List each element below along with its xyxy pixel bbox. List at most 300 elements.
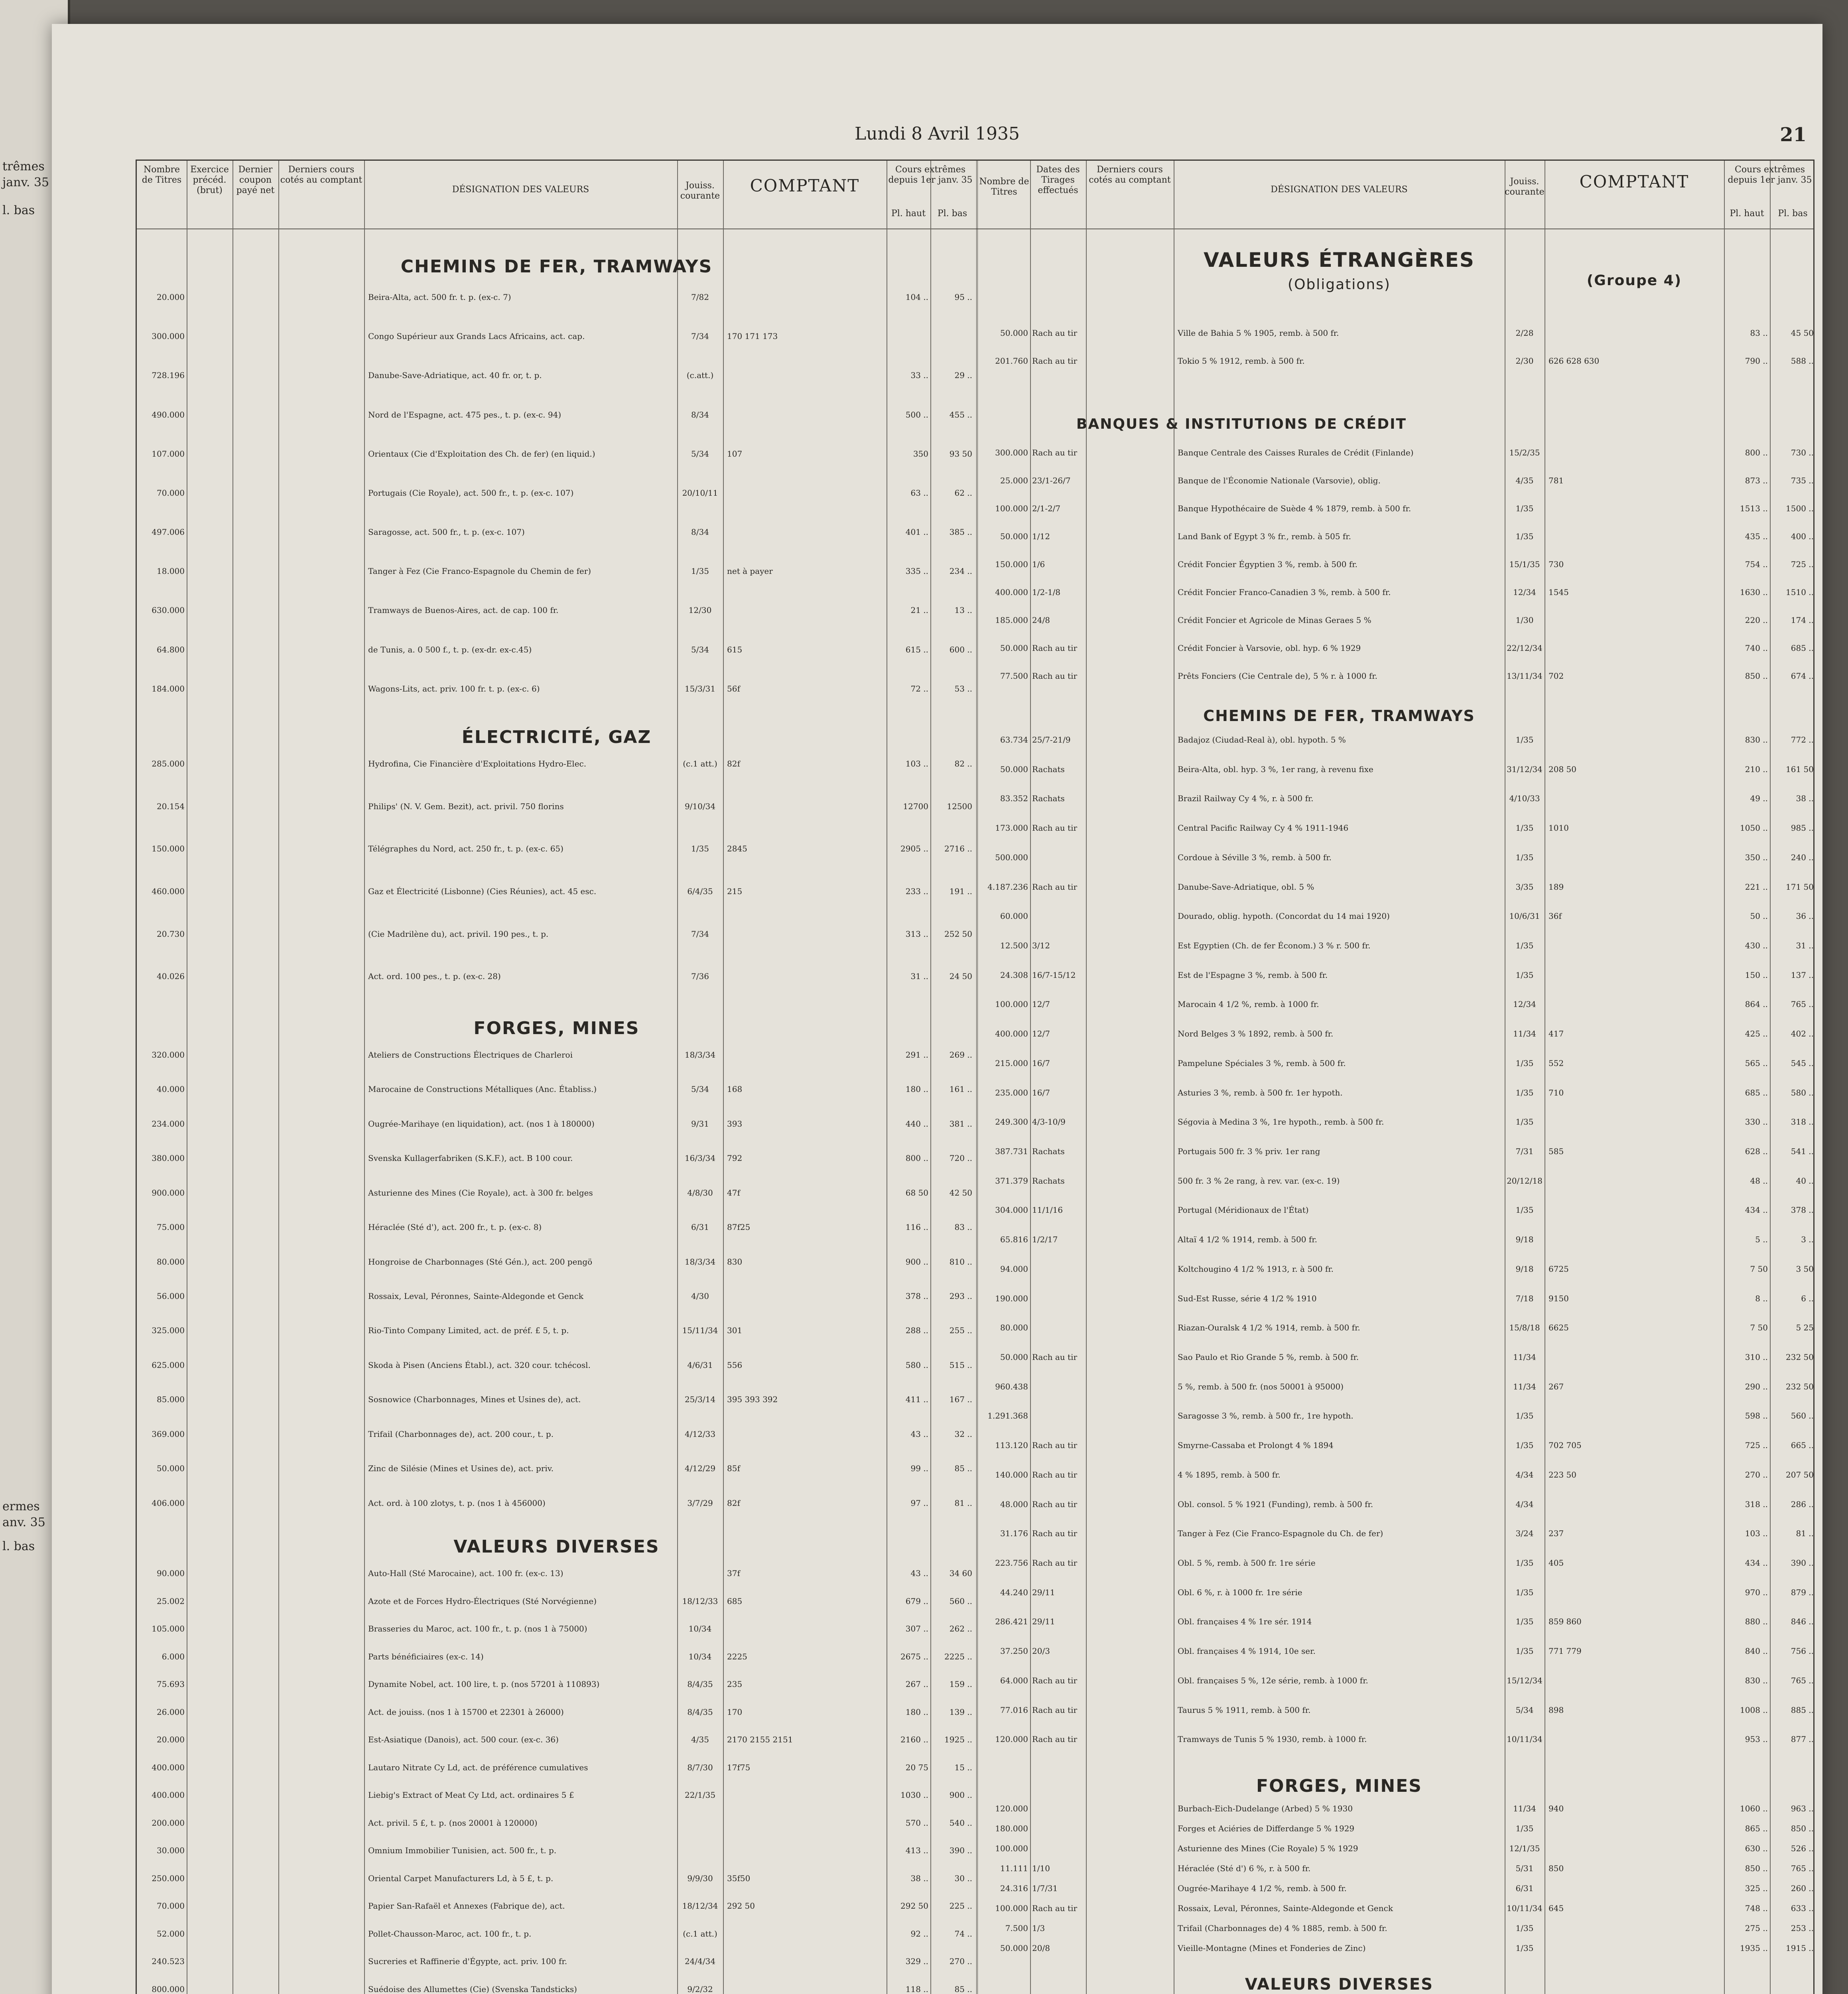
dates-tirages: 3/12 — [1032, 941, 1050, 950]
plus-haut: 48 .. — [1750, 1176, 1768, 1186]
jouissance: 15/12/34 — [1507, 1675, 1543, 1685]
designation: Trifail (Charbonnages de), act. 200 cour., t. p. — [368, 1429, 554, 1439]
plus-bas: 1510 .. — [1786, 587, 1814, 597]
plus-bas: 455 .. — [949, 410, 972, 420]
jouissance: 7/82 — [691, 292, 709, 302]
designation: Liebig's Extract of Meat Cy Ltd, act. ordinaires 5 £ — [368, 1790, 574, 1800]
plus-haut: 118 .. — [905, 1984, 928, 1994]
nombre-titres: 371.379 — [995, 1176, 1028, 1186]
nombre-titres: 300.000 — [152, 331, 185, 341]
nombre-titres: 7.500 — [1005, 1923, 1028, 1933]
jouissance: 11/34 — [1513, 1381, 1536, 1391]
plus-haut: 329 .. — [905, 1957, 928, 1966]
dates-tirages: 12/7 — [1032, 1029, 1050, 1039]
table-row — [137, 331, 976, 342]
dates-tirages: 1/3 — [1032, 1923, 1045, 1933]
col-derniers-cours-right: Derniers cours cotés au comptant — [1089, 165, 1171, 185]
jouissance: 1/35 — [1515, 1558, 1534, 1568]
plus-bas: 83 .. — [954, 1222, 972, 1232]
dates-tirages: Rach au tir — [1032, 1903, 1078, 1913]
plus-bas: 34 60 — [949, 1568, 972, 1578]
plus-bas: 161 .. — [949, 1084, 972, 1094]
designation: Portugais 500 fr. 3 % priv. 1er rang — [1178, 1147, 1320, 1156]
section-valeurs-diverses: VALEURS DIVERSES — [453, 1537, 660, 1557]
plus-haut: 33 .. — [910, 370, 928, 380]
plus-bas: 879 .. — [1791, 1587, 1814, 1597]
nombre-titres: 75.000 — [157, 1222, 185, 1232]
jouissance: 1/35 — [1515, 532, 1534, 541]
comptant-value: 35f50 — [727, 1873, 751, 1883]
nombre-titres: 94.000 — [1000, 1264, 1028, 1274]
plus-bas: 139 .. — [949, 1707, 972, 1717]
nombre-titres: 400.000 — [995, 1029, 1028, 1039]
jouissance: 8/34 — [691, 410, 709, 420]
jouissance: 11/34 — [1513, 1029, 1536, 1039]
table-row — [137, 1929, 976, 1939]
plus-bas: 32 .. — [954, 1429, 972, 1439]
plus-haut: 430 .. — [1745, 941, 1768, 950]
comptant-value: 208 50 — [1549, 764, 1576, 774]
designation: Obl. 6 %, r. à 1000 fr. 1re série — [1178, 1587, 1302, 1597]
comptant-value: 417 — [1549, 1029, 1564, 1039]
table-row — [137, 645, 976, 655]
jouissance: 4/35 — [1515, 476, 1534, 485]
jouissance: 4/12/33 — [684, 1429, 716, 1439]
col-comptant-right: COMPTANT — [1579, 172, 1689, 191]
table-row — [978, 1844, 1816, 1854]
plus-haut: 900 .. — [905, 1257, 928, 1267]
designation: Ville de Bahia 5 % 1905, remb. à 500 fr. — [1178, 328, 1339, 338]
table-row — [978, 764, 1816, 775]
jouissance: 5/31 — [1515, 1864, 1534, 1873]
designation: Danube-Save-Adriatique, obl. 5 % — [1178, 882, 1314, 892]
table-row — [978, 1323, 1816, 1333]
table-row — [978, 1294, 1816, 1304]
jouissance: 4/10/33 — [1509, 794, 1540, 804]
nombre-titres: 26.000 — [157, 1707, 185, 1717]
designation: Crédit Foncier Égyptien 3 %, remb. à 500 fr. — [1178, 560, 1357, 569]
plus-bas: 6 .. — [1801, 1293, 1814, 1303]
plus-bas: 232 50 — [1786, 1352, 1814, 1362]
comptant-value: 626 628 630 — [1549, 356, 1600, 366]
plus-bas: 810 .. — [949, 1257, 972, 1267]
plus-haut: 1935 .. — [1740, 1943, 1768, 1953]
table-row — [978, 1804, 1816, 1814]
comptant-value: 615 — [727, 644, 743, 654]
table-row — [978, 448, 1816, 458]
designation: Sucreries et Raffinerie d'Égypte, act. priv. 100 fr. — [368, 1957, 567, 1966]
comptant-value: 645 — [1549, 1903, 1564, 1913]
nombre-titres: 960.438 — [995, 1381, 1028, 1391]
plus-bas: 293 .. — [949, 1291, 972, 1301]
designation: Zinc de Silésie (Mines et Usines de), act. priv. — [368, 1464, 554, 1474]
col-dates-tirages: Dates des Tirages effectués — [1036, 165, 1080, 195]
designation: Riazan-Ouralsk 4 1/2 % 1914, remb. à 500 fr. — [1178, 1323, 1360, 1333]
nombre-titres: 64.800 — [157, 644, 185, 654]
table-row — [137, 1901, 976, 1911]
nombre-titres: 24.316 — [1000, 1884, 1028, 1893]
table-row — [137, 527, 976, 538]
col-nombre: Nombre de Titres — [142, 165, 182, 185]
comptant-value: 730 — [1549, 560, 1564, 569]
dates-tirages: 29/11 — [1032, 1617, 1055, 1627]
dates-tirages: 4/3-10/9 — [1032, 1117, 1066, 1127]
plus-haut: 72 .. — [910, 684, 928, 694]
table-row — [978, 1470, 1816, 1480]
plus-haut: 267 .. — [905, 1679, 928, 1689]
comptant-value: 1545 — [1549, 587, 1569, 597]
comptant-value: 552 — [1549, 1058, 1564, 1068]
designation: Hydrofina, Cie Financière d'Exploitations Hydro-Elec. — [368, 759, 587, 768]
designation: Marocaine de Constructions Métalliques (Anc. Établiss.) — [368, 1084, 597, 1094]
plus-haut: 754 .. — [1745, 560, 1768, 569]
table-row — [137, 1818, 976, 1828]
plus-bas: 850 .. — [1791, 1824, 1814, 1833]
table-row — [137, 1874, 976, 1884]
table-row — [978, 1824, 1816, 1834]
designation: Beira-Alta, obl. hyp. 3 %, 1er rang, à revenu fixe — [1178, 764, 1373, 774]
nombre-titres: 24.308 — [1000, 970, 1028, 980]
comptant-value: net à payer — [727, 566, 773, 576]
column-rule — [723, 161, 724, 1994]
jouissance: 6/4/35 — [687, 887, 713, 896]
table-row — [137, 1652, 976, 1662]
nombre-titres: 20.730 — [157, 929, 185, 939]
nombre-titres: 113.120 — [995, 1440, 1028, 1450]
designation: Gaz et Électricité (Lisbonne) (Cies Réunies), act. 45 esc. — [368, 887, 597, 896]
dates-tirages: Rach au tir — [1032, 1558, 1078, 1568]
designation: Crédit Foncier Franco-Canadien 3 %, remb. à 500 fr. — [1178, 587, 1391, 597]
plus-haut: 307 .. — [905, 1624, 928, 1634]
nombre-titres: 50.000 — [1000, 532, 1028, 541]
plus-haut: 83 .. — [1750, 328, 1768, 338]
plus-haut: 104 .. — [905, 292, 928, 302]
comptant-value: 292 50 — [727, 1901, 755, 1911]
table-row — [978, 1943, 1816, 1954]
nombre-titres: 20.000 — [157, 1735, 185, 1745]
dates-tirages: 16/7 — [1032, 1088, 1050, 1097]
jouissance: 7/31 — [1515, 1147, 1534, 1156]
jouissance: 4/12/29 — [684, 1464, 716, 1474]
column-rule — [278, 161, 279, 1994]
jouissance: 1/35 — [1515, 735, 1534, 745]
plus-bas: 40 .. — [1796, 1176, 1814, 1186]
plus-haut: 180 .. — [905, 1084, 928, 1094]
nombre-titres: 77.016 — [1000, 1705, 1028, 1715]
nombre-titres: 37.250 — [1000, 1646, 1028, 1656]
jouissance: 1/35 — [1515, 1088, 1534, 1097]
nombre-titres: 190.000 — [995, 1293, 1028, 1303]
table-row — [137, 1291, 976, 1302]
designation: Obl. françaises 4 % 1re sér. 1914 — [1178, 1617, 1312, 1627]
nombre-titres: 50.000 — [157, 1464, 185, 1474]
designation: Marocain 4 1/2 %, remb. à 1000 fr. — [1178, 999, 1319, 1009]
plus-haut: 440 .. — [905, 1119, 928, 1129]
plus-haut: 685 .. — [1745, 1088, 1768, 1097]
nombre-titres: 120.000 — [995, 1804, 1028, 1813]
plus-haut: 434 .. — [1745, 1558, 1768, 1568]
table-row — [137, 929, 976, 940]
plus-bas: 600 .. — [949, 644, 972, 654]
jouissance: 3/7/29 — [687, 1498, 713, 1508]
designation: Rio-Tinto Company Limited, act. de préf. £ 5, t. p. — [368, 1326, 569, 1336]
comptant-value: 702 — [1549, 671, 1564, 681]
plus-bas: 381 .. — [949, 1119, 972, 1129]
jouissance: 6/31 — [1515, 1884, 1534, 1893]
plus-haut: 1630 .. — [1740, 587, 1768, 597]
jouissance: 22/1/35 — [684, 1790, 716, 1800]
table-row — [137, 1596, 976, 1607]
section-obligations: (Obligations) — [1288, 276, 1391, 293]
plus-haut: 830 .. — [1745, 735, 1768, 745]
jouissance: 8/4/35 — [687, 1707, 713, 1717]
jouissance: 10/11/34 — [1507, 1903, 1543, 1913]
nombre-titres: 52.000 — [157, 1929, 185, 1939]
table-row — [978, 941, 1816, 951]
section-forges-mines: FORGES, MINES — [473, 1018, 640, 1038]
col-exercice: Exercice précéd. (brut) — [190, 165, 229, 195]
plus-haut: 68 50 — [905, 1188, 928, 1198]
jouissance: 10/34 — [688, 1624, 712, 1634]
table-row — [137, 1464, 976, 1474]
nombre-titres: 215.000 — [995, 1058, 1028, 1068]
designation: Central Pacific Railway Cy 4 % 1911-1946 — [1178, 823, 1349, 833]
prev-page-fragment: ermes — [2, 1499, 40, 1513]
table-row — [978, 1264, 1816, 1275]
plus-bas: 378 .. — [1791, 1205, 1814, 1215]
section-valeurs-diverses-right: VALEURS DIVERSES — [1245, 1975, 1434, 1994]
plus-bas: 15 .. — [954, 1762, 972, 1772]
designation: Crédit Foncier et Agricole de Minas Geraes 5 % — [1178, 615, 1371, 625]
table-row — [137, 844, 976, 854]
designation: Obl. françaises 4 % 1914, 10e ser. — [1178, 1646, 1316, 1656]
comptant-value: 223 50 — [1549, 1470, 1576, 1480]
plus-haut: 401 .. — [905, 527, 928, 537]
jouissance: 12/30 — [688, 605, 712, 615]
table-row — [978, 1352, 1816, 1363]
dates-tirages: 1/2/17 — [1032, 1235, 1058, 1245]
nombre-titres: 304.000 — [995, 1205, 1028, 1215]
designation: Dourado, oblig. hypoth. (Concordat du 14 mai 1920) — [1178, 911, 1390, 921]
plus-bas: 24 50 — [949, 971, 972, 981]
designation: 5 %, remb. à 500 fr. (nos 50001 à 95000) — [1178, 1381, 1344, 1391]
table-row — [978, 735, 1816, 745]
designation: Ougrée-Marihaye (en liquidation), act. (nos 1 à 180000) — [368, 1119, 595, 1129]
column-rule — [1030, 161, 1031, 1994]
designation: Est de l'Espagne 3 %, remb. à 500 fr. — [1178, 970, 1328, 980]
comptant-value: 85f — [727, 1464, 740, 1474]
jouissance: 1/35 — [1515, 1411, 1534, 1421]
nombre-titres: 48.000 — [1000, 1499, 1028, 1509]
table-row — [137, 1326, 976, 1336]
jouissance: (c.att.) — [686, 370, 714, 380]
jouissance: 13/11/34 — [1507, 671, 1543, 681]
dates-tirages: 16/7-15/12 — [1032, 970, 1076, 980]
plus-haut: 2675 .. — [900, 1651, 928, 1661]
jouissance: 4/6/31 — [687, 1360, 713, 1370]
nombre-titres: 30.000 — [157, 1846, 185, 1856]
nombre-titres: 173.000 — [995, 823, 1028, 833]
dates-tirages: 20/3 — [1032, 1646, 1050, 1656]
plus-haut: 291 .. — [905, 1050, 928, 1060]
plus-bas: 402 .. — [1791, 1029, 1814, 1039]
nombre-titres: 234.000 — [152, 1119, 185, 1129]
column-rule — [1770, 161, 1771, 1994]
nombre-titres: 83.352 — [1000, 794, 1028, 804]
table-row — [978, 794, 1816, 804]
plus-haut: 953 .. — [1745, 1734, 1768, 1744]
comptant-value: 393 — [727, 1119, 743, 1129]
table-row — [137, 1790, 976, 1801]
plus-haut: 378 .. — [905, 1291, 928, 1301]
designation: Portugal (Méridionaux de l'État) — [1178, 1205, 1309, 1215]
nombre-titres: 50.000 — [1000, 328, 1028, 338]
nombre-titres: 249.300 — [995, 1117, 1028, 1127]
table-row — [978, 1205, 1816, 1216]
jouissance: 9/2/32 — [687, 1984, 713, 1994]
comptant-value: 56f — [727, 684, 740, 694]
designation: Rossaix, Leval, Péronnes, Sainte-Aldegonde et Genck — [368, 1291, 583, 1301]
comptant-value: 6625 — [1549, 1323, 1569, 1333]
jouissance: 1/35 — [1515, 941, 1534, 950]
designation: Nord Belges 3 % 1892, remb. à 500 fr. — [1178, 1029, 1334, 1039]
nombre-titres: 369.000 — [152, 1429, 185, 1439]
col-jouiss-right: Jouiss. courante — [1505, 177, 1545, 197]
jouissance: 9/18 — [1515, 1264, 1534, 1274]
plus-bas: 580 .. — [1791, 1088, 1814, 1097]
table-row — [137, 1188, 976, 1198]
designation: Héraclée (Sté d') 6 %, r. à 500 fr. — [1178, 1864, 1311, 1873]
plus-bas: 1915 .. — [1786, 1943, 1814, 1953]
nombre-titres: 630.000 — [152, 605, 185, 615]
table-row — [978, 356, 1816, 366]
plus-haut: 435 .. — [1745, 532, 1768, 541]
plus-haut: 50 .. — [1750, 911, 1768, 921]
designation: Est-Asiatique (Danois), act. 500 cour. (ex-c. 36) — [368, 1735, 559, 1745]
jouissance: 2/28 — [1515, 328, 1534, 338]
table-row — [137, 449, 976, 459]
prev-page-fragment: janv. 35 — [2, 175, 49, 189]
comptant-value: 9150 — [1549, 1293, 1569, 1303]
table-row — [137, 410, 976, 420]
designation: Smyrne-Cassaba et Prolongt 4 % 1894 — [1178, 1440, 1334, 1450]
plus-haut: 970 .. — [1745, 1587, 1768, 1597]
dates-tirages: 1/7/31 — [1032, 1884, 1058, 1893]
plus-bas: 74 .. — [954, 1929, 972, 1939]
designation: Beira-Alta, act. 500 fr. t. p. (ex-c. 7) — [368, 292, 511, 302]
designation: Saragosse 3 %, remb. à 500 fr., 1re hypoth. — [1178, 1411, 1353, 1421]
comptant-value: 2170 2155 2151 — [727, 1735, 793, 1745]
plus-haut: 830 .. — [1745, 1675, 1768, 1685]
plus-haut: 800 .. — [1745, 448, 1768, 457]
table-row — [978, 1884, 1816, 1894]
table-row — [978, 1558, 1816, 1568]
plus-bas: 161 50 — [1786, 764, 1814, 774]
jouissance: 5/34 — [1515, 1705, 1534, 1715]
table-row — [978, 823, 1816, 833]
designation: Badajoz (Ciudad-Real à), obl. hypoth. 5 % — [1178, 735, 1346, 745]
plus-bas: 31 .. — [1796, 941, 1814, 950]
dates-tirages: 12/7 — [1032, 999, 1050, 1009]
nombre-titres: 4.187.236 — [987, 882, 1028, 892]
comptant-value: 405 — [1549, 1558, 1564, 1568]
jouissance: 18/3/34 — [684, 1257, 716, 1267]
column-rule — [232, 161, 233, 1994]
plus-haut: 63 .. — [910, 488, 928, 498]
plus-bas: 95 .. — [954, 292, 972, 302]
section-chemins-de-fer: CHEMINS DE FER, TRAMWAYS — [400, 256, 713, 277]
plus-bas: 772 .. — [1791, 735, 1814, 745]
jouissance: 20/10/11 — [682, 488, 718, 498]
designation: Héraclée (Sté d'), act. 200 fr., t. p. (ex-c. 8) — [368, 1222, 542, 1232]
nombre-titres: 80.000 — [157, 1257, 185, 1267]
table-row — [137, 1119, 976, 1129]
plus-haut: 850 .. — [1745, 1864, 1768, 1873]
column-rule — [930, 161, 931, 1994]
designation: Rossaix, Leval, Péronnes, Sainte-Aldegonde et Genck — [1178, 1903, 1393, 1913]
designation: Asturies 3 %, remb. à 500 fr. 1er hypoth. — [1178, 1088, 1343, 1097]
dates-tirages: 24/8 — [1032, 615, 1050, 625]
comptant-value: 215 — [727, 887, 743, 896]
table-row — [137, 1429, 976, 1440]
plus-haut: 570 .. — [905, 1818, 928, 1828]
table-row — [137, 887, 976, 897]
jouissance: 12/34 — [1513, 999, 1536, 1009]
plus-haut: 1008 .. — [1740, 1705, 1768, 1715]
dates-tirages: Rach au tir — [1032, 643, 1078, 653]
plus-haut: 598 .. — [1745, 1411, 1768, 1421]
dates-tirages: Rach au tir — [1032, 448, 1078, 457]
plus-haut: 864 .. — [1745, 999, 1768, 1009]
designation: Brasseries du Maroc, act. 100 fr., t. p. (nos 1 à 75000) — [368, 1624, 587, 1634]
plus-haut: 103 .. — [905, 759, 928, 768]
plus-haut: 313 .. — [905, 929, 928, 939]
table-row — [978, 1588, 1816, 1598]
dates-tirages: Rachats — [1032, 764, 1065, 774]
plus-bas: 885 .. — [1791, 1705, 1814, 1715]
column-rule — [677, 161, 678, 1994]
comptant-value: 47f — [727, 1188, 740, 1198]
page-header — [52, 124, 1822, 156]
table-row — [978, 999, 1816, 1010]
nombre-titres: 65.816 — [1000, 1235, 1028, 1245]
designation: Svenska Kullagerfabriken (S.K.F.), act. B 100 cour. — [368, 1153, 573, 1163]
plus-haut: 790 .. — [1745, 356, 1768, 366]
table-row — [978, 1235, 1816, 1245]
jouissance: 11/34 — [1513, 1804, 1536, 1813]
designation: Pollet-Chausson-Maroc, act. 100 fr., t. p. — [368, 1929, 532, 1939]
designation: (Cie Madrilène du), act. privil. 190 pes., t. p. — [368, 929, 549, 939]
left-half — [137, 161, 976, 1994]
nombre-titres: 900.000 — [152, 1188, 185, 1198]
jouissance: 18/12/33 — [682, 1596, 718, 1606]
nombre-titres: 380.000 — [152, 1153, 185, 1163]
plus-bas: 232 50 — [1786, 1381, 1814, 1391]
dates-tirages: 1/12 — [1032, 532, 1050, 541]
plus-haut: 330 .. — [1745, 1117, 1768, 1127]
comptant-value: 1010 — [1549, 823, 1569, 833]
plus-bas: 167 .. — [949, 1395, 972, 1405]
plus-bas: 318 .. — [1791, 1117, 1814, 1127]
comptant-value: 830 — [727, 1257, 743, 1267]
plus-haut: 725 .. — [1745, 1440, 1768, 1450]
designation: Est Egyptien (Ch. de fer Économ.) 3 % r. 500 fr. — [1178, 941, 1371, 950]
jouissance: 1/35 — [1515, 852, 1534, 862]
jouissance: 1/35 — [1515, 1587, 1534, 1597]
designation: Altaï 4 1/2 % 1914, remb. à 500 fr. — [1178, 1235, 1317, 1245]
plus-haut: 20 75 — [905, 1762, 928, 1772]
plus-haut: 630 .. — [1745, 1844, 1768, 1853]
